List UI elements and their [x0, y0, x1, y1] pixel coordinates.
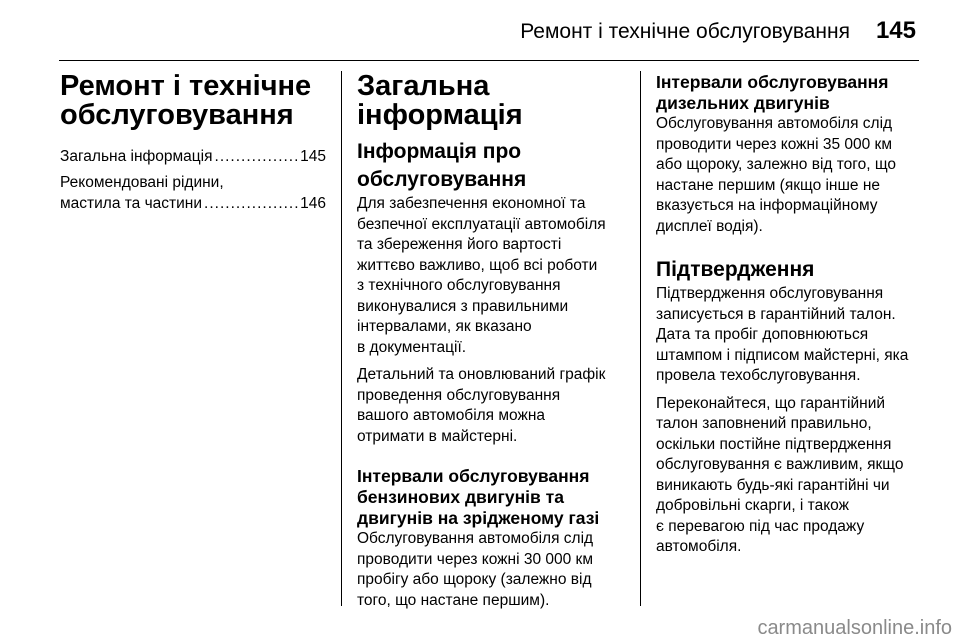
text-line: талон заповнений правильно,	[656, 415, 872, 432]
text-line: Підтвердження обслуговування	[656, 285, 884, 302]
text-line: Для забезпечення економної та	[357, 195, 586, 212]
text-line: дисплеї водія).	[656, 217, 763, 235]
text-line: або щороку, залежно від того, що	[656, 156, 897, 173]
subsection-title-line: обслуговування	[357, 168, 527, 191]
text-line: добровільні скарги, і також	[656, 497, 849, 514]
running-title: Ремонт і технічне обслуговування	[520, 20, 850, 43]
text-line: штампом і підписом майстерні, яка	[656, 346, 909, 364]
text-line: обслуговування є важливим, якщо	[656, 456, 904, 473]
text-line: проводити через кожні 30 000 км	[357, 550, 593, 568]
text-line: пробігу або щороку (залежно від	[357, 571, 592, 588]
text-line: проводити через кожні 35 000 км	[656, 135, 892, 153]
heading-petrol-intervals	[357, 466, 627, 529]
toc-entry-label: Загальна інформація	[60, 148, 213, 165]
text-line: проведення обслуговування	[357, 386, 561, 404]
text-line: є перевагою під час продажу	[656, 517, 865, 535]
heading-diesel-intervals	[656, 72, 926, 114]
text-line: виконувалися з правильними	[357, 297, 569, 315]
watermark: carmanualsonline.info	[757, 617, 952, 639]
paragraph-confirmation	[656, 284, 926, 387]
page-number: 145	[875, 17, 916, 44]
toc-leader-dots	[215, 146, 299, 167]
toc-leader-dots	[204, 193, 298, 214]
text-line: оскільки постійне підтвердження	[656, 435, 892, 453]
text-line: записується в гарантійний талон.	[656, 305, 896, 323]
paragraph-diesel-intervals	[656, 114, 926, 237]
toc-entry-label: Рекомендовані рідини,	[60, 174, 224, 191]
subsection-title	[357, 138, 627, 194]
chapter-title-line: Ремонт і технічне	[60, 70, 312, 102]
toc-entry-page: 146	[300, 195, 326, 212]
text-line: Переконайтеся, що гарантійний	[656, 394, 886, 412]
text-line: вашого автомобіля можна	[357, 407, 546, 424]
chapter-title-line: обслуговування	[60, 99, 294, 131]
toc-row	[60, 146, 326, 167]
toc-entry-page: 145	[300, 148, 326, 165]
section-title: Загальна інформація	[357, 70, 523, 131]
middle-column	[357, 72, 627, 618]
confirmation-title: Підтвердження	[656, 258, 815, 281]
text-line: безпечної експлуатації автомобіля	[357, 215, 606, 233]
left-column	[60, 72, 326, 219]
text-line: вказується на інформаційному	[656, 197, 878, 214]
toc-row	[60, 193, 326, 214]
spacer	[656, 244, 926, 256]
text-line: інтервалами, як вказано	[357, 318, 532, 335]
paragraph-petrol-intervals	[357, 529, 627, 611]
heading-line: Інтервали обслуговування	[656, 72, 889, 92]
column-divider-right	[640, 71, 641, 606]
text-line: з технічного обслуговування	[357, 277, 561, 294]
text-line: Обслуговування автомобіля слід	[357, 530, 594, 547]
text-line: того, що настане першим).	[357, 591, 550, 609]
toc-entry-general-info[interactable]	[60, 146, 326, 167]
toc-entry-recommended-fluids[interactable]	[60, 172, 326, 214]
text-line: настане першим (якщо інше не	[656, 176, 881, 194]
heading-line: бензинових двигунів та	[357, 487, 564, 507]
heading-line: двигунів на зрідженому газі	[357, 508, 600, 528]
page-header	[0, 0, 960, 62]
paragraph-schedule	[357, 365, 627, 447]
text-line: Детальний та оновлюваний графік	[357, 366, 606, 383]
text-line: та збереження його вартості	[357, 236, 562, 253]
text-line: провела техобслуговування.	[656, 367, 861, 384]
spacer	[357, 454, 627, 466]
paragraph-economy	[357, 194, 627, 358]
paragraph-warranty-check	[656, 394, 926, 558]
text-line: в документації.	[357, 338, 467, 356]
header-divider	[59, 60, 919, 61]
heading-line: Інтервали обслуговування	[357, 466, 590, 486]
heading-line: дизельних двигунів	[656, 93, 830, 113]
text-line: виникають будь-які гарантійні чи	[656, 476, 890, 494]
chapter-title	[60, 72, 326, 130]
text-line: життєво важливо, щоб всі роботи	[357, 256, 598, 274]
table-of-contents	[60, 146, 326, 214]
toc-entry-label: мастила та частини	[60, 195, 203, 212]
column-divider-left	[341, 71, 342, 606]
text-line: Дата та пробіг доповнюються	[656, 326, 869, 343]
subsection-title-line: Інформація про	[357, 140, 522, 163]
right-column	[656, 72, 926, 565]
text-line: автомобіля.	[656, 538, 742, 555]
text-line: Обслуговування автомобіля слід	[656, 115, 893, 132]
text-line: отримати в майстерні.	[357, 427, 518, 445]
